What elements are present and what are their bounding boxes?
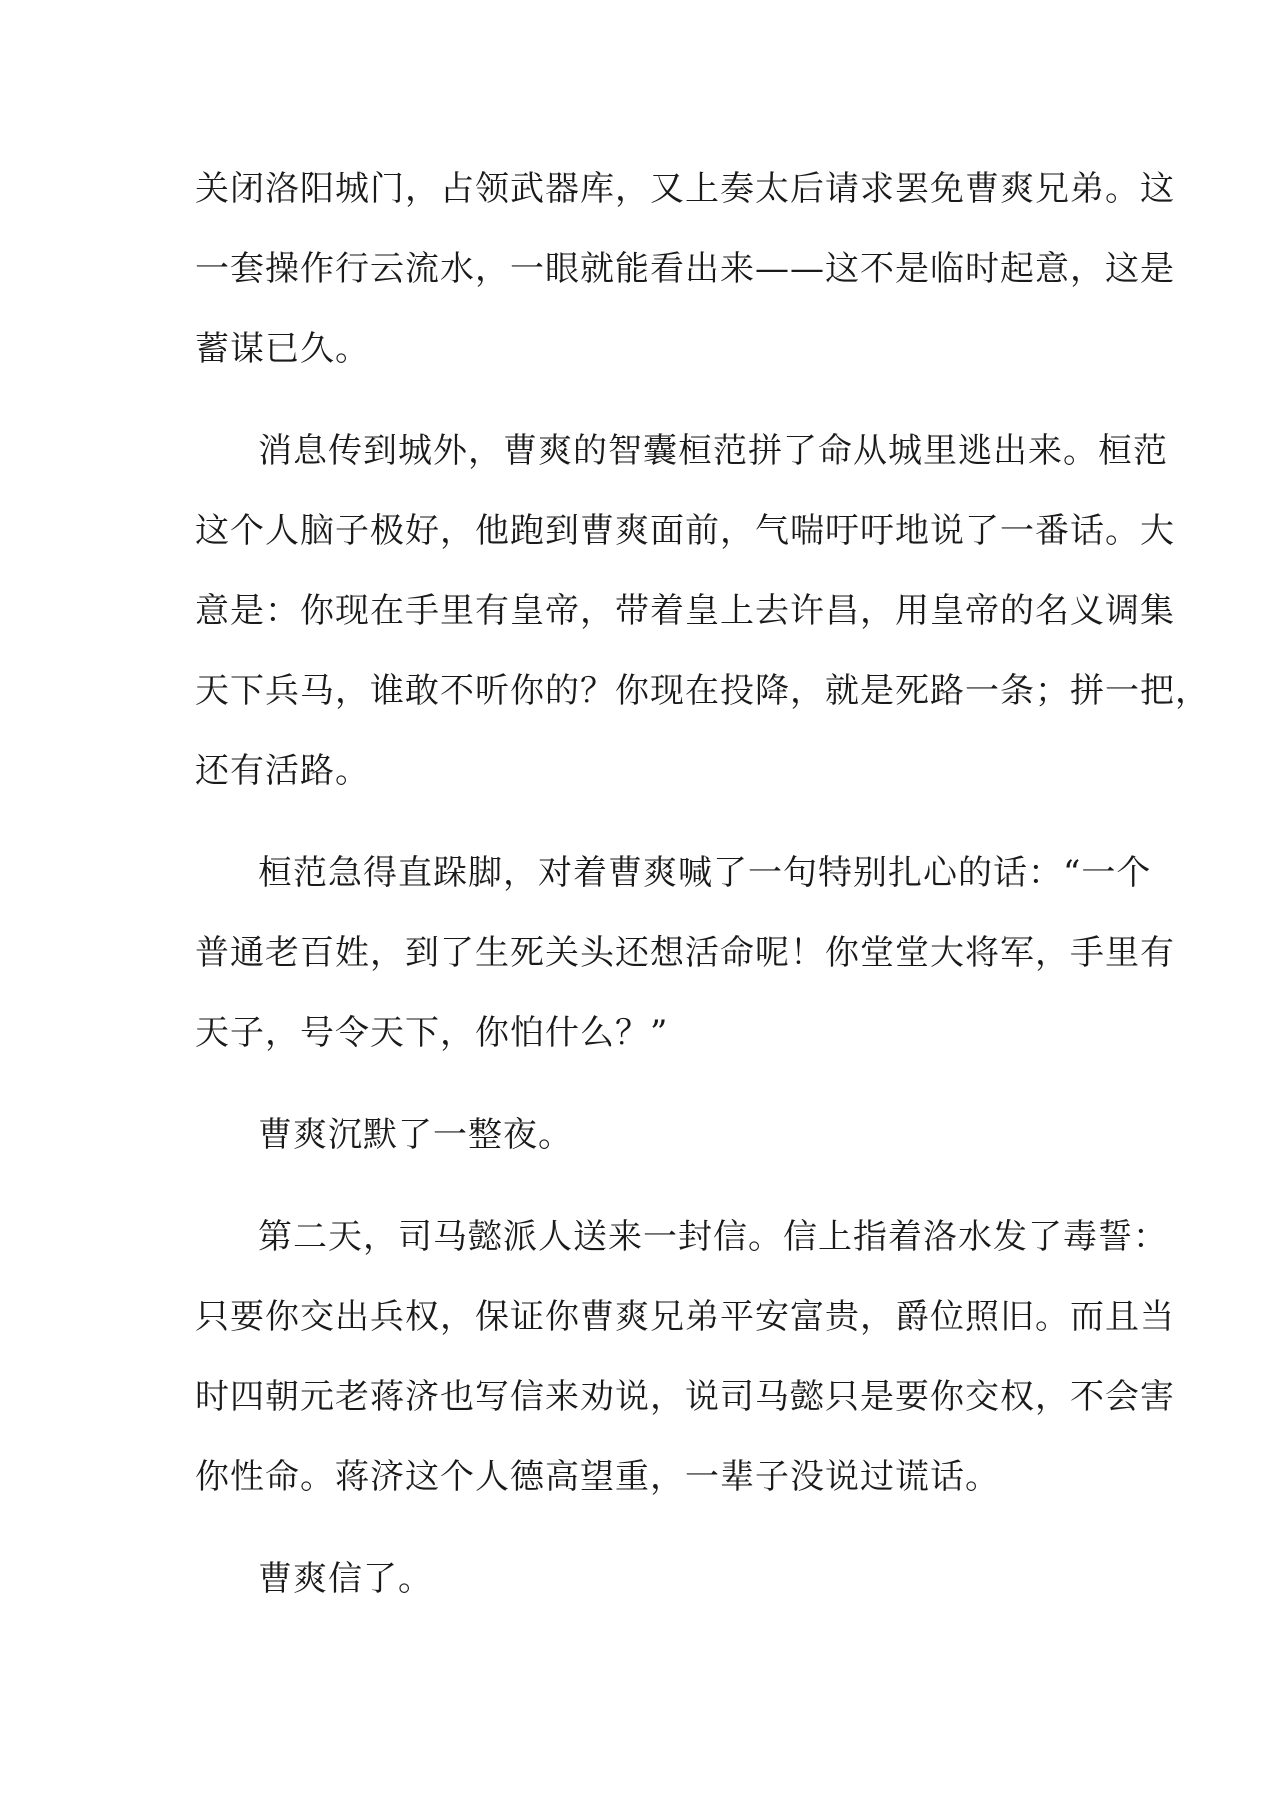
text-line: 只要你交出兵权，保证你曹爽兄弟平安富贵，爵位照旧。而且当 (195, 1297, 1175, 1337)
text-line: 蓄谋已久。 (195, 329, 370, 369)
paragraph (195, 425, 1210, 825)
text-line: 普通老百姓，到了生死关头还想活命呢！你堂堂大将军，手里有 (195, 933, 1175, 973)
text-line: 你性命。蒋济这个人德高望重，一辈子没说过谎话。 (195, 1457, 1000, 1497)
paragraph (195, 847, 1175, 1087)
text-line: 关闭洛阳城门，占领武器库，又上奏太后请求罢免曹爽兄弟。这 (195, 169, 1175, 209)
text-line: 意是：你现在手里有皇帝，带着皇上去许昌，用皇帝的名义调集 (195, 591, 1175, 631)
text-line: 消息传到城外，曹爽的智囊桓范拼了命从城里逃出来。桓范 (258, 431, 1168, 471)
paragraph (195, 1211, 1175, 1531)
text-line: 曹爽信了。 (258, 1559, 433, 1599)
text-body (195, 163, 1210, 1655)
paragraph (195, 1109, 1095, 1189)
text-line: 一套操作行云流水，一眼就能看出来——这不是临时起意，这是 (195, 249, 1175, 289)
paragraph (195, 163, 1175, 403)
text-line: 天子，号令天下，你怕什么？” (195, 1013, 669, 1053)
text-line: 第二天，司马懿派人送来一封信。信上指着洛水发了毒誓： (258, 1217, 1168, 1257)
paragraph (195, 1553, 1095, 1633)
text-line: 曹爽沉默了一整夜。 (258, 1115, 573, 1155)
text-line: 还有活路。 (195, 751, 370, 791)
text-line: 桓范急得直跺脚，对着曹爽喊了一句特别扎心的话：“一个 (258, 853, 1152, 893)
text-line: 天下兵马，谁敢不听你的？你现在投降，就是死路一条；拼一把， (195, 671, 1210, 711)
text-line: 这个人脑子极好，他跑到曹爽面前，气喘吁吁地说了一番话。大 (195, 511, 1175, 551)
text-line: 时四朝元老蒋济也写信来劝说，说司马懿只是要你交权，不会害 (195, 1377, 1175, 1417)
